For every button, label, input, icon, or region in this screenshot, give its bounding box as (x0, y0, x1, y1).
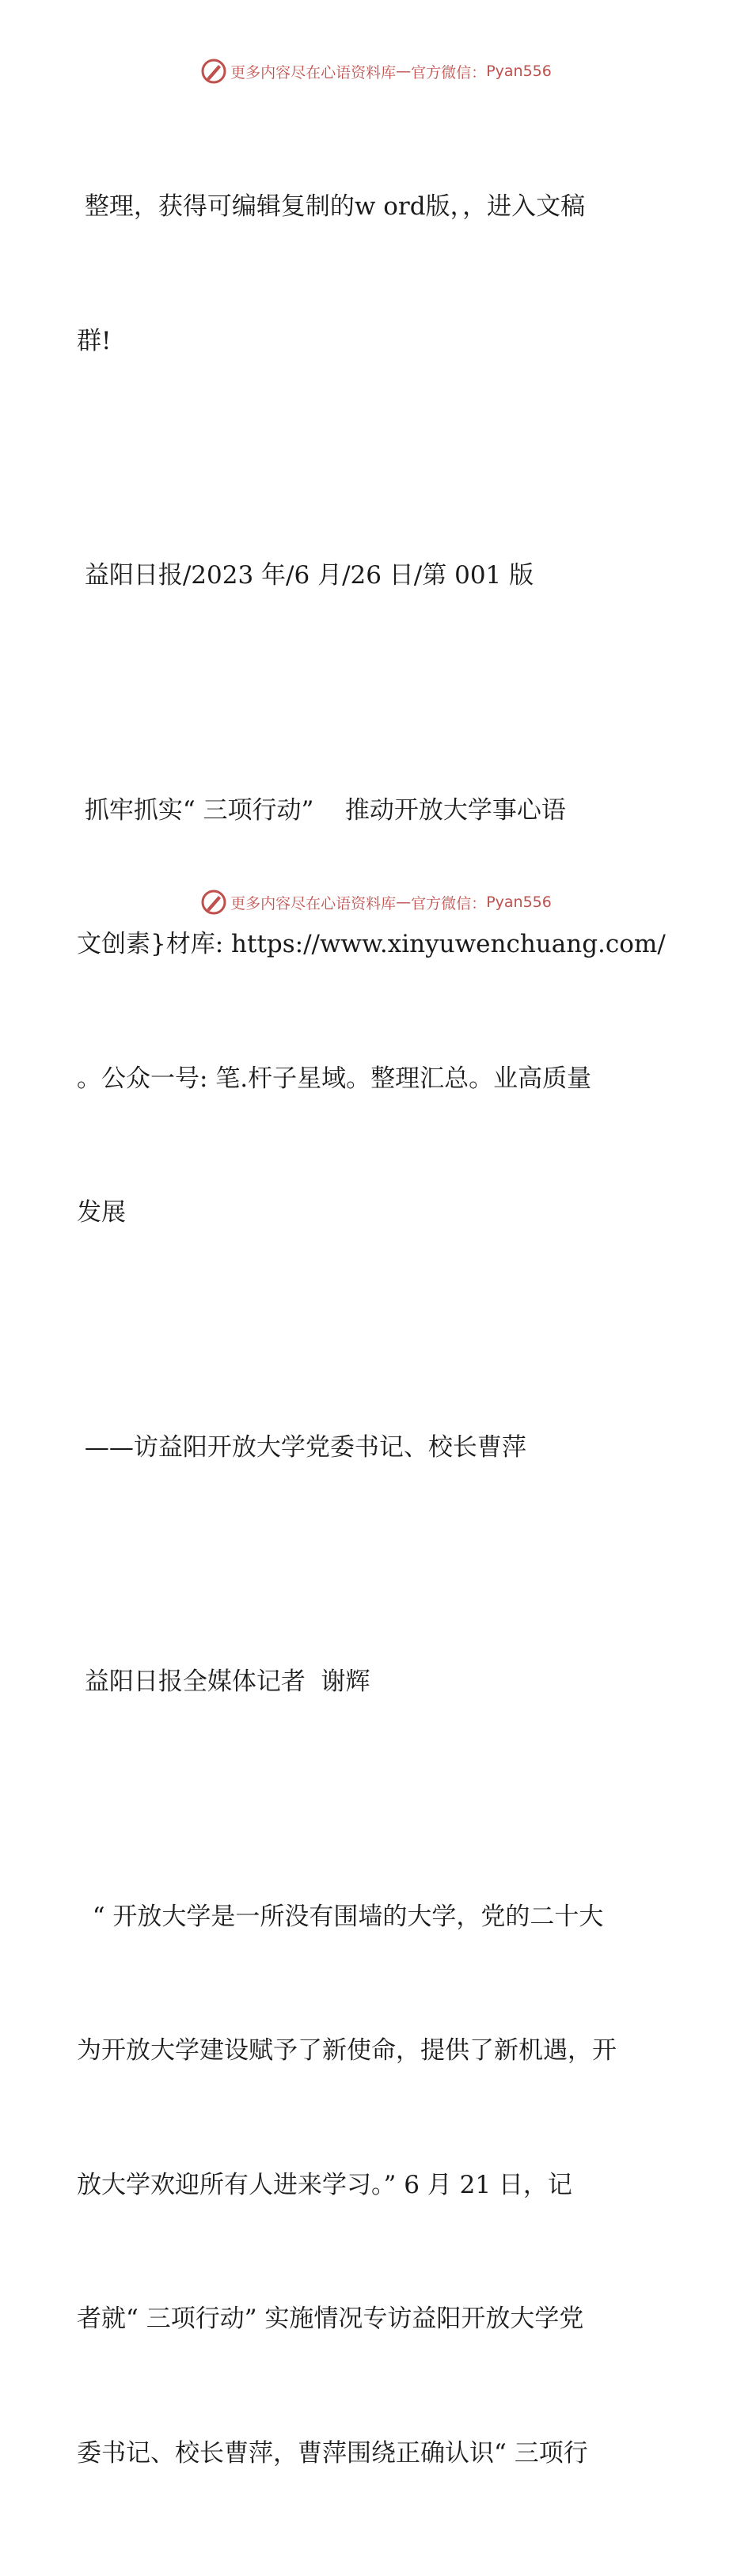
text-line: 益阳日报/2023 年/6 月/26 日/第 001 版 (77, 561, 534, 590)
subtitle (77, 1336, 678, 1560)
document-body (77, 95, 678, 2576)
text-line: 发展 (77, 1198, 126, 1227)
banner-brand: 更多内容尽在心语资料库 (230, 894, 397, 912)
source-line (77, 464, 678, 688)
banner-dash: — (396, 63, 412, 80)
text-line: 文创素}材库: https://www.xinyuwenchuang.com/ (77, 930, 666, 958)
header-banner (0, 55, 752, 87)
text-line: “ 开放大学是一所没有围墙的大学，党的二十大 (77, 1902, 604, 1931)
text-line: ——访益阳开放大学党委书记、校长曹萍 (77, 1432, 526, 1462)
banner-dash: — (396, 893, 412, 911)
text-line: 为开放大学建设赋予了新使命，提供了新机遇，开 (77, 2036, 617, 2065)
banner-brand: 更多内容尽在心语资料库 (230, 63, 397, 82)
text-line: 整理，获得可编辑复制的w ord版，，进入文稿 (77, 192, 586, 221)
footer-banner (0, 886, 752, 918)
byline (77, 1570, 678, 1794)
text-line: 抓牢抓实“ 三项行动” 推动开放大学事心语 (77, 795, 566, 825)
pen-logo-icon (200, 889, 227, 916)
banner-wechat-label: 官方微信： (411, 894, 487, 912)
pen-logo-icon (200, 58, 227, 85)
text-line: 放大学欢迎所有人进来学习。” 6 月 21 日，记 (77, 2170, 572, 2199)
text-line: 。公众一号: 笔.杆子星域。整理汇总。业高质量 (77, 1064, 592, 1093)
intro-paragraph (77, 95, 678, 453)
body-paragraph (77, 1805, 678, 2566)
banner-wechat-id: Pyan556 (486, 63, 552, 80)
headline (77, 699, 678, 1325)
banner-wechat-label: 官方微信： (411, 63, 487, 82)
text-line: 群! (77, 326, 112, 355)
text-line: 者就“ 三项行动” 实施情况专访益阳开放大学党 (77, 2305, 584, 2333)
text-line: 益阳日报全媒体记者 谢辉 (77, 1667, 370, 1696)
banner-wechat-id: Pyan556 (486, 893, 552, 911)
text-line: 委书记、校长曹萍，曹萍围绕正确认识“ 三项行 (77, 2438, 588, 2468)
